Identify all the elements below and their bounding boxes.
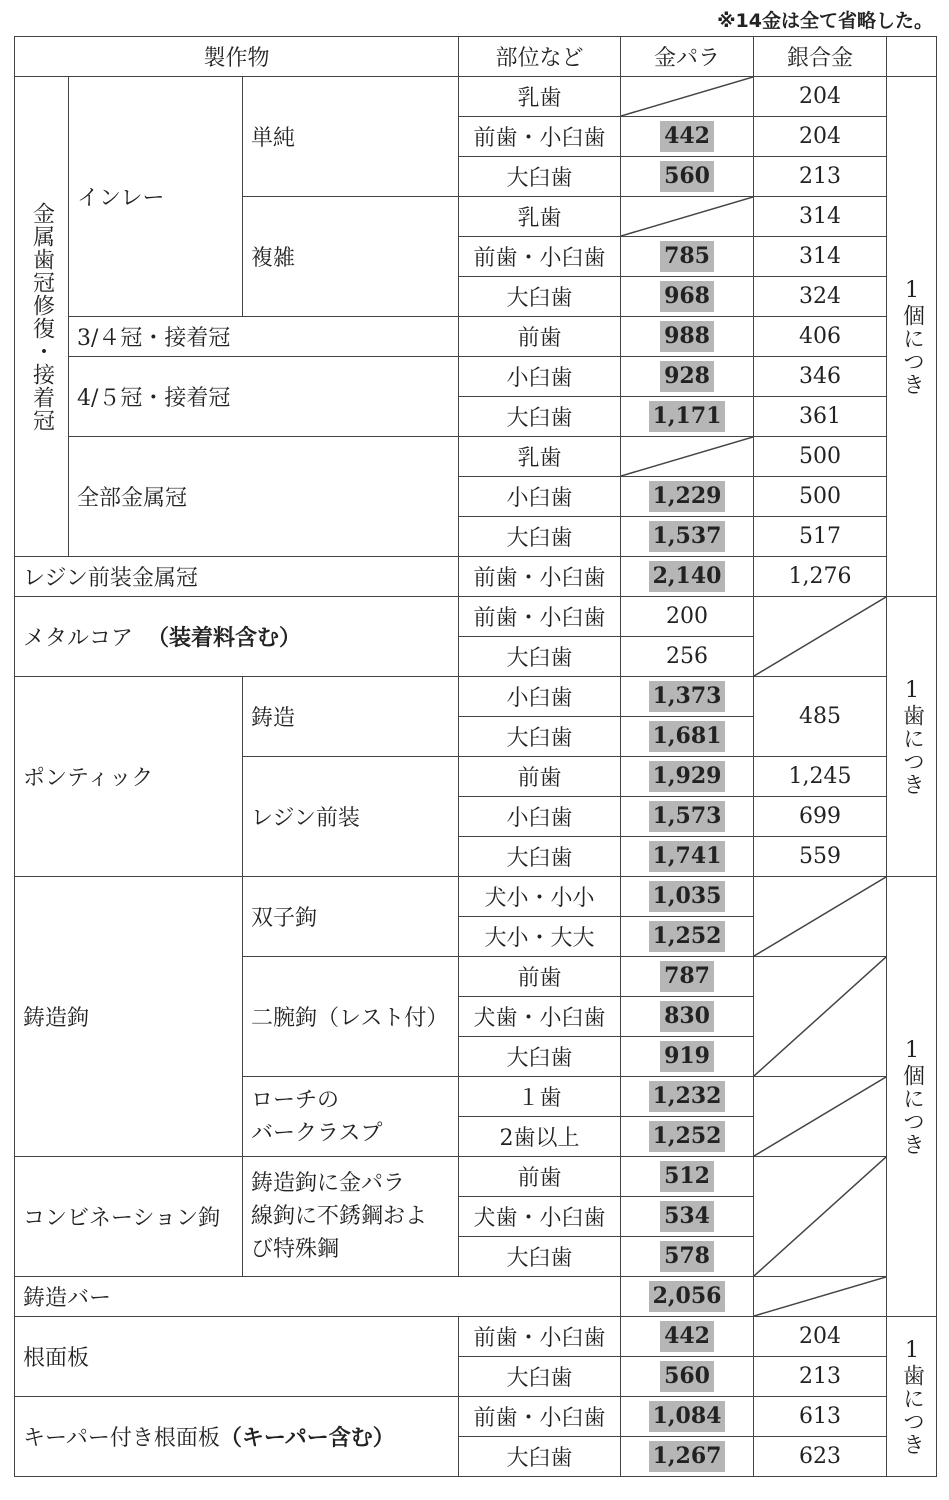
table-row (15, 1157, 937, 1197)
kinpara-cell: 1,252 (621, 917, 754, 957)
part-cell: 前歯・小臼歯 (459, 1317, 621, 1357)
empty-diagonal-cell (754, 957, 887, 1077)
gin-cell: 324 (754, 277, 887, 317)
kinpara-cell: 1,035 (621, 877, 754, 917)
part-cell: 乳歯 (459, 77, 621, 117)
header-kinpara: 金パラ (621, 37, 754, 77)
diagonal-line (621, 77, 753, 116)
table-row (15, 597, 937, 637)
header-gin: 銀合金 (754, 37, 887, 77)
table-row (15, 437, 937, 477)
part-cell: 大臼歯 (459, 397, 621, 437)
gin-cell: 213 (754, 157, 887, 197)
empty-diagonal-cell (754, 597, 887, 677)
gin-cell: 406 (754, 317, 887, 357)
kinpara-cell: 1,741 (621, 837, 754, 877)
header-part: 部位など (459, 37, 621, 77)
three-four-crown-label: 3/４冠・接着冠 (69, 317, 459, 357)
part-cell: 大小・大大 (459, 917, 621, 957)
unit-per-tooth-1: 1歯につき (887, 597, 937, 877)
diagonal-line (754, 1077, 886, 1156)
unit-per-piece-1: 1個につき (887, 77, 937, 597)
kinpara-cell: 1,229 (621, 477, 754, 517)
part-cell: 犬歯・小臼歯 (459, 1197, 621, 1237)
unit-per-tooth-2: 1歯につき (887, 1317, 937, 1477)
part-cell: 大臼歯 (459, 517, 621, 557)
part-cell: 前歯・小臼歯 (459, 1397, 621, 1437)
table-row (15, 877, 937, 917)
diagonal-line (754, 1277, 886, 1316)
kinpara-cell: 578 (621, 1237, 754, 1277)
gin-cell: 613 (754, 1397, 887, 1437)
kinpara-cell: 785 (621, 237, 754, 277)
diagonal-line (621, 437, 753, 476)
fee-table (14, 36, 937, 1477)
kinpara-cell: 1,084 (621, 1397, 754, 1437)
part-cell: 前歯 (459, 757, 621, 797)
table-row (15, 677, 937, 717)
gin-cell: 699 (754, 797, 887, 837)
part-cell: 乳歯 (459, 437, 621, 477)
table-row (15, 557, 937, 597)
kinpara-cell: 512 (621, 1157, 754, 1197)
kinpara-cell: 1,171 (621, 397, 754, 437)
empty-diagonal-cell (621, 437, 754, 477)
table-row (15, 317, 937, 357)
gin-cell: 1,276 (754, 557, 887, 597)
empty-diagonal-cell (754, 877, 887, 957)
unit-per-piece-2: 1個につき (887, 877, 937, 1317)
metal-core-label: メタルコア （装着料含む） (15, 597, 459, 677)
empty-diagonal-cell (754, 1157, 887, 1277)
full-metal-crown-label: 全部金属冠 (69, 437, 459, 557)
part-cell: 前歯 (459, 1157, 621, 1197)
diagonal-line (754, 1157, 886, 1276)
kinpara-cell: 2,056 (621, 1277, 754, 1317)
part-cell: 大臼歯 (459, 837, 621, 877)
table-row (15, 1277, 937, 1317)
kinpara-cell: 1,573 (621, 797, 754, 837)
kinpara-cell: 928 (621, 357, 754, 397)
part-cell: 大臼歯 (459, 277, 621, 317)
part-cell: 大臼歯 (459, 717, 621, 757)
kinpara-cell: 560 (621, 157, 754, 197)
part-cell: 大臼歯 (459, 157, 621, 197)
diagonal-line (754, 597, 886, 676)
kinpara-cell: 200 (621, 597, 754, 637)
table-row (15, 1397, 937, 1437)
gin-cell: 361 (754, 397, 887, 437)
kinpara-cell: 560 (621, 1357, 754, 1397)
table-row (15, 357, 937, 397)
gin-cell: 517 (754, 517, 887, 557)
part-cell: 小臼歯 (459, 357, 621, 397)
part-cell: 犬小・小小 (459, 877, 621, 917)
kinpara-cell: 1,929 (621, 757, 754, 797)
header-row (15, 37, 937, 77)
part-cell: 前歯 (459, 957, 621, 997)
gin-cell: 314 (754, 197, 887, 237)
kinpara-cell: 830 (621, 997, 754, 1037)
gin-cell: 213 (754, 1357, 887, 1397)
gin-cell: 500 (754, 477, 887, 517)
twin-clasp-label: 双子鉤 (243, 877, 459, 957)
diagonal-line (754, 957, 886, 1076)
gin-cell: 559 (754, 837, 887, 877)
kinpara-cell: 1,267 (621, 1437, 754, 1477)
part-cell: 小臼歯 (459, 477, 621, 517)
part-cell: 小臼歯 (459, 797, 621, 837)
kinpara-cell: 534 (621, 1197, 754, 1237)
gin-cell: 204 (754, 1317, 887, 1357)
combination-clasp-label: コンビネーション鉤 (15, 1157, 243, 1277)
kinpara-cell: 1,681 (621, 717, 754, 757)
part-cell: 大臼歯 (459, 1437, 621, 1477)
table-row (15, 77, 937, 117)
kinpara-cell: 2,140 (621, 557, 754, 597)
gin-cell: 314 (754, 237, 887, 277)
part-cell: 前歯・小臼歯 (459, 597, 621, 637)
inlay-complex-label: 複雑 (243, 197, 459, 317)
part-cell: 前歯・小臼歯 (459, 237, 621, 277)
root-plate-label: 根面板 (15, 1317, 459, 1397)
kinpara-cell: 919 (621, 1037, 754, 1077)
resin-crown-label: レジン前装金属冠 (15, 557, 459, 597)
gin-cell: 346 (754, 357, 887, 397)
inlay-label: インレー (69, 77, 243, 317)
part-cell: 大臼歯 (459, 1357, 621, 1397)
diagonal-line (621, 197, 753, 236)
part-cell: 乳歯 (459, 197, 621, 237)
gin-cell: 623 (754, 1437, 887, 1477)
four-five-crown-label: 4/５冠・接着冠 (69, 357, 459, 437)
gin-cell: 485 (754, 677, 887, 757)
header-unit (887, 37, 937, 77)
kinpara-cell: 256 (621, 637, 754, 677)
part-cell: 前歯 (459, 317, 621, 357)
gin-cell: 204 (754, 117, 887, 157)
kinpara-cell: 1,537 (621, 517, 754, 557)
kinpara-cell: 442 (621, 1317, 754, 1357)
header-item: 製作物 (15, 37, 459, 77)
part-cell: 2歯以上 (459, 1117, 621, 1157)
table-note: ※14金は全て省略した。 (717, 10, 933, 32)
gin-cell: 1,245 (754, 757, 887, 797)
cast-clasp-label: 鋳造鉤 (15, 877, 243, 1157)
kinpara-cell: 787 (621, 957, 754, 997)
diagonal-line (754, 877, 886, 956)
two-arm-clasp-label: 二腕鉤（レスト付） (243, 957, 459, 1077)
empty-diagonal-cell (621, 197, 754, 237)
part-cell: 前歯・小臼歯 (459, 557, 621, 597)
combination-clasp-desc: 鋳造鉤に金パラ 線鉤に不銹鋼およ び特殊鋼 (243, 1157, 459, 1277)
cast-bar-label: 鋳造バー (15, 1277, 621, 1317)
part-cell: 大臼歯 (459, 1037, 621, 1077)
kinpara-cell: 988 (621, 317, 754, 357)
gin-cell: 500 (754, 437, 887, 477)
part-cell: 小臼歯 (459, 677, 621, 717)
inlay-simple-label: 単純 (243, 77, 459, 197)
part-cell: １歯 (459, 1077, 621, 1117)
part-cell: 前歯・小臼歯 (459, 117, 621, 157)
part-cell: 大臼歯 (459, 637, 621, 677)
kinpara-cell: 442 (621, 117, 754, 157)
kinpara-cell: 1,373 (621, 677, 754, 717)
pontic-cast-label: 鋳造 (243, 677, 459, 757)
keeper-root-plate-label: キーパー付き根面板（キーパー含む） (15, 1397, 459, 1477)
part-cell: 大臼歯 (459, 1237, 621, 1277)
empty-diagonal-cell (754, 1077, 887, 1157)
kinpara-cell: 1,252 (621, 1117, 754, 1157)
kinpara-cell: 968 (621, 277, 754, 317)
kinpara-cell: 1,232 (621, 1077, 754, 1117)
table-row (15, 1317, 937, 1357)
empty-diagonal-cell (754, 1277, 887, 1317)
pontic-label: ポンティック (15, 677, 243, 877)
part-cell: 犬歯・小臼歯 (459, 997, 621, 1037)
empty-diagonal-cell (621, 77, 754, 117)
pontic-resin-label: レジン前装 (243, 757, 459, 877)
gin-cell: 204 (754, 77, 887, 117)
roach-bar-clasp-label: ローチの バークラスプ (243, 1077, 459, 1157)
crown-group-label: 金属歯冠修復・接着冠 (15, 77, 69, 557)
